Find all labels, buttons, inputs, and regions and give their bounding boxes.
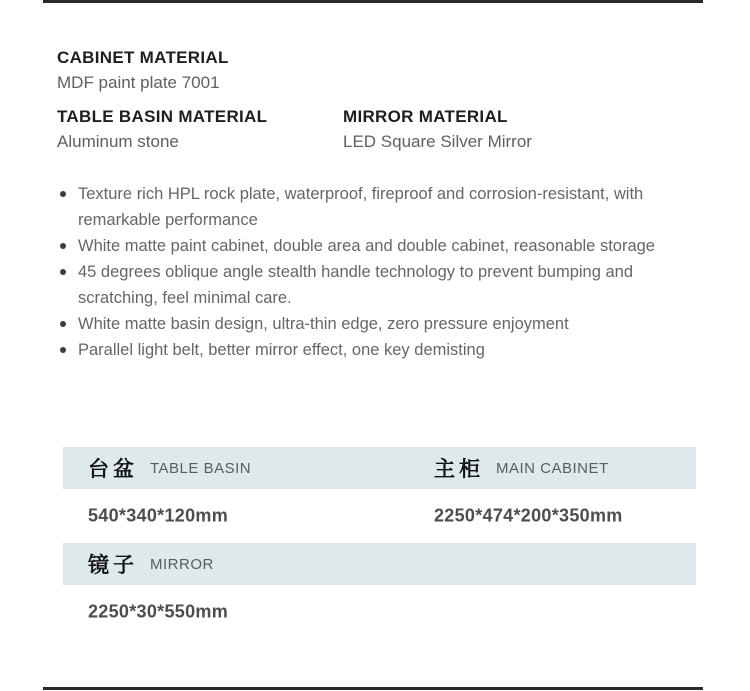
table-basin-zh-label: 台盆: [88, 458, 138, 481]
feature-item: 45 degrees oblique angle stealth handle technology to prevent bumping and scratching, feel minimal care.: [57, 259, 702, 311]
size-values-row-2: [63, 585, 696, 639]
mirror-material-value: LED Square Silver Mirror: [343, 132, 532, 151]
material-table-basin: [57, 106, 267, 153]
size-values-row-1: [63, 489, 696, 543]
feature-item: White matte basin design, ultra-thin edge, zero pressure enjoyment: [57, 311, 702, 337]
cabinet-material-value: MDF paint plate 7001: [57, 73, 220, 92]
mirror-material-heading: MIRROR MATERIAL: [343, 107, 508, 126]
size-header-mirror: [88, 543, 214, 585]
cabinet-material-heading: CABINET MATERIAL: [57, 48, 229, 67]
mirror-en-label: MIRROR: [150, 555, 214, 573]
main-cabinet-dimension: 2250*474*200*350mm: [434, 505, 623, 526]
size-table-header-row-2: [63, 543, 696, 585]
bottom-divider: [43, 687, 703, 690]
top-divider: [43, 0, 703, 3]
table-basin-dimension: 540*340*120mm: [88, 505, 229, 526]
table-basin-material-value: Aluminum stone: [57, 132, 179, 151]
feature-item: Texture rich HPL rock plate, waterproof, fireproof and corrosion-resistant, with remarkable performance: [57, 181, 702, 233]
feature-item: Parallel light belt, better mirror effect, one key demisting: [57, 337, 702, 363]
table-basin-material-heading: TABLE BASIN MATERIAL: [57, 107, 268, 126]
size-header-table-basin: [88, 447, 251, 489]
features-list: [57, 181, 702, 363]
material-cabinet: [57, 47, 229, 94]
mirror-dimension: 2250*30*550mm: [88, 601, 229, 622]
main-cabinet-zh-label: 主柜: [434, 458, 484, 481]
material-mirror: [343, 106, 532, 153]
table-basin-en-label: TABLE BASIN: [150, 459, 252, 477]
size-header-main-cabinet: [434, 447, 609, 489]
mirror-zh-label: 镜子: [88, 554, 138, 577]
main-cabinet-en-label: MAIN CABINET: [496, 459, 609, 477]
feature-item: White matte paint cabinet, double area and double cabinet, reasonable storage: [57, 233, 702, 259]
size-table-header-row-1: [63, 447, 696, 489]
